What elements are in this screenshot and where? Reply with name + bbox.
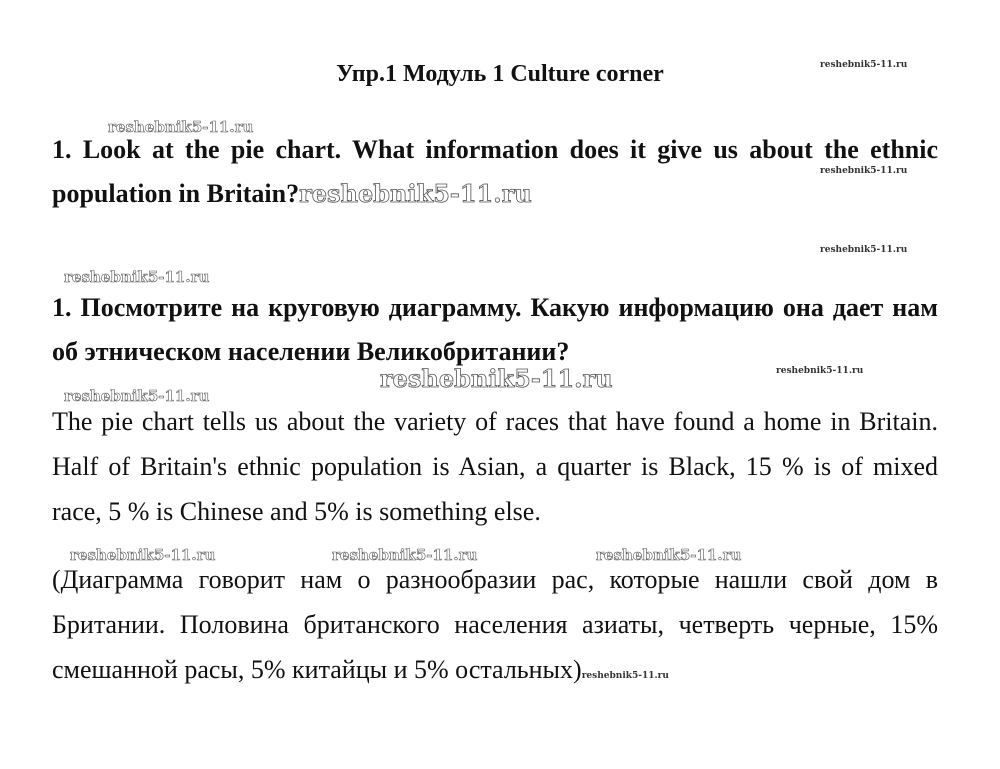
watermark: reshebnik5-11.ru <box>820 245 908 255</box>
answer-russian <box>52 557 938 699</box>
watermark: reshebnik5-11.ru <box>820 60 908 70</box>
watermark: reshebnik5-11.ru <box>70 546 216 564</box>
watermark: reshebnik5-11.ru <box>64 268 210 286</box>
page-title: Упр.1 Модуль 1 Culture corner <box>336 61 664 87</box>
watermark: reshebnik5-11.ru <box>380 364 613 393</box>
watermark: reshebnik5-11.ru <box>581 671 669 681</box>
watermark: reshebnik5-11.ru <box>299 179 532 208</box>
question-english-text: 1. Look at the pie chart. What information does it give us about the ethnic population in Britain? <box>52 135 938 208</box>
question-russian: 1. Посмотрите на круговую диаграмму. Какую информацию она дает нам об этническом населении Великобритании? <box>52 293 938 366</box>
watermark: reshebnik5-11.ru <box>332 546 478 564</box>
watermark: reshebnik5-11.ru <box>820 166 908 176</box>
question-english <box>52 128 938 216</box>
watermark: reshebnik5-11.ru <box>64 387 210 405</box>
watermark: reshebnik5-11.ru <box>776 366 864 376</box>
watermark: reshebnik5-11.ru <box>108 118 254 136</box>
answer-russian-text: (Диаграмма говорит нам о разнообразии рас, которые нашли свой дом в Британии. Половина британского населения азиаты, четверть черные, 15% смешанной расы, 5% китайцы и 5% остальных) <box>52 565 938 684</box>
answer-english: The pie chart tells us about the variety of races that have found a home in Britain. Half of Britain's ethnic population is Asian, a quarter is Black, 15 % is of mixed race, 5 % is Chinese and 5% is something else. <box>52 407 938 526</box>
watermark: reshebnik5-11.ru <box>596 546 742 564</box>
